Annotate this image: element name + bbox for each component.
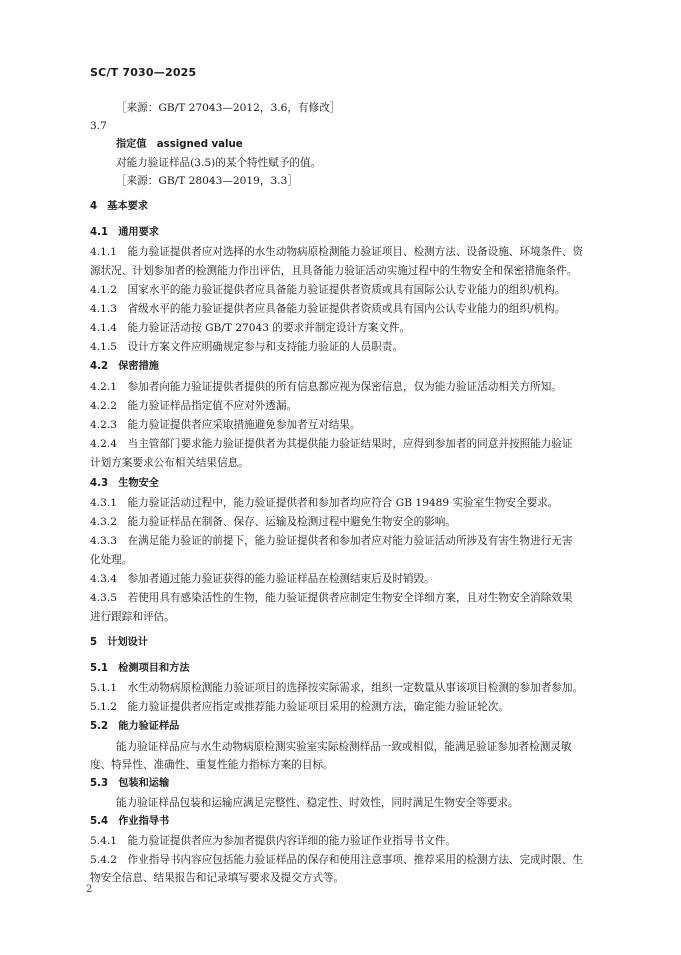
paragraph-line: 度、特异性、准确性、重复性能力指标方案的目标。: [90, 759, 334, 771]
paragraph-line: 能力验证样品包装和运输应满足完整性、稳定性、时效性，同时满足生物安全等要求。: [116, 797, 519, 809]
paragraph-line: 进行跟踪和评估。: [90, 611, 175, 623]
paragraph-line: 4.2.1 参加者向能力验证提供者提供的所有信息都应视为保密信息，仅为能力验证活动相关方所知。: [90, 381, 562, 393]
paragraph-line: 4.3.3 在满足能力验证的前提下，能力验证提供者和参加者应对能力验证活动所涉及有害生物进行无害: [90, 535, 573, 547]
paragraph-line: 5.1.2 能力验证提供者应指定或推荐能力验证项目采用的检测方法，确定能力验证轮次。: [90, 701, 509, 713]
paragraph-line: 4.3.4 参加者通过能力验证获得的能力验证样品在检测结束后及时销毁。: [90, 573, 435, 585]
paragraph-line: 4.3.5 若使用具有感染活性的生物，能力验证提供者应制定生物安全详细方案，且对生物安全消除效果: [90, 592, 573, 604]
paragraph-line: 4.3.2 能力验证样品在制备、保存、运输及检测过程中避免生物安全的影响。: [90, 516, 456, 528]
source-note: ［来源：GB/T 28043—2019，3.3］: [116, 175, 298, 187]
paragraph-line: 4.1.3 省级水平的能力验证提供者应具备能力验证提供者资质或具有国内公认专业能力的组织/机构。: [90, 303, 566, 315]
paragraph-line: 4.2.3 能力验证提供者应采取措施避免参加者互对结果。: [90, 419, 361, 431]
term-heading: 指定值 assigned value: [116, 139, 243, 150]
source-note: ［来源：GB/T 27043—2012，3.6，有修改］: [116, 102, 341, 114]
subsection-heading: 5.4 作业指导书: [90, 816, 170, 827]
subsection-heading: 5.2 能力验证样品: [90, 721, 180, 732]
paragraph-line: 4.1.2 国家水平的能力验证提供者应具备能力验证提供者资质或具有国际公认专业能力的组织/机构。: [90, 284, 566, 296]
standard-code-header: SC/T 7030—2025: [90, 66, 197, 79]
page-number: 2: [86, 884, 93, 895]
paragraph-line: 5.4.2 作业指导书内容应包括能力验证样品的保存和使用注意事项、推荐采用的检测方法、完成时限、生: [90, 854, 584, 866]
subsection-heading: 4.2 保密措施: [90, 361, 159, 372]
subsection-heading: 5.3 包装和运输: [90, 778, 170, 789]
paragraph-line: 化处理。: [90, 554, 133, 566]
section-heading: 4 基本要求: [90, 201, 149, 212]
term-definition: 对能力验证样品(3.5)的某个特性赋予的值。: [116, 157, 322, 169]
paragraph-line: 能力验证样品应与水生动物病原检测实验室实际检测样品一致或相似，能满足验证参加者检测灵敏: [116, 741, 572, 753]
paragraph-line: 5.4.1 能力验证提供者应为参加者提供内容详细的能力验证作业指导书文件。: [90, 835, 456, 847]
paragraph-line: 4.2.2 能力验证样品指定值不应对外透漏。: [90, 400, 298, 412]
paragraph-line: 4.2.4 当主管部门要求能力验证提供者为其提供能力验证结果时，应得到参加者的同意并按照能力验证: [90, 438, 573, 450]
paragraph-line: 源状况、计划参加者的检测能力作出评估，且具备能力验证活动实施过程中的生物安全和保密措施条件。: [90, 265, 578, 277]
subsection-heading: 4.1 通用要求: [90, 227, 159, 238]
paragraph-line: 4.1.1 能力验证提供者应对选择的水生动物病原检测能力验证项目、检测方法、设备设施、环境条件、资: [90, 246, 584, 258]
subsection-heading: 5.1 检测项目和方法: [90, 663, 190, 674]
subsection-heading: 4.3 生物安全: [90, 478, 159, 489]
paragraph-line: 4.1.4 能力验证活动按 GB/T 27043 的要求并制定设计方案文件。: [90, 322, 411, 334]
paragraph-line: 5.1.1 水生动物病原检测能力验证项目的选择按实际需求，组织一定数量从事该项目检测的参加者参加。: [90, 682, 584, 694]
paragraph-line: 物安全信息、结果报告和记录填写要求及提交方式等。: [90, 872, 345, 884]
paragraph-line: 计划方案要求公布相关结果信息。: [90, 457, 249, 469]
section-heading: 5 计划设计: [90, 637, 149, 648]
clause-number: 3.7: [90, 120, 107, 132]
paragraph-line: 4.3.1 能力验证活动过程中，能力验证提供者和参加者均应符合 GB 19489 实验室生物安全要求。: [90, 497, 559, 509]
paragraph-line: 4.1.5 设计方案文件应明确规定参与和支持能力验证的人员职责。: [90, 341, 403, 353]
